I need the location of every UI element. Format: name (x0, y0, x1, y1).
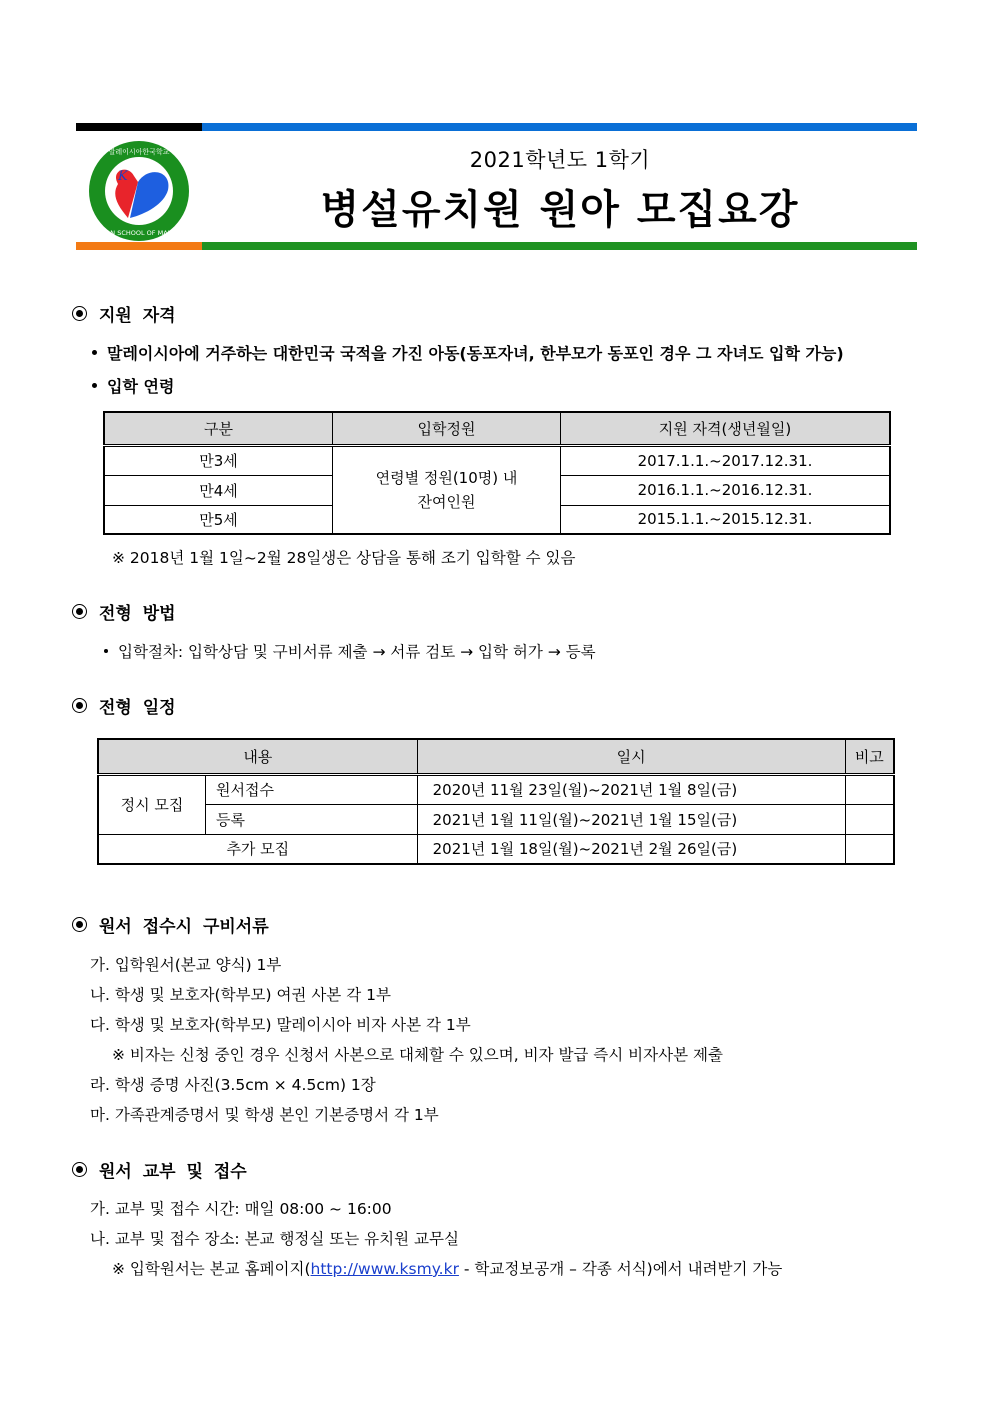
age-table (103, 411, 891, 535)
radio-bullet-icon (72, 917, 87, 932)
age-table-header: 구분 (104, 412, 333, 445)
schedule-note (845, 804, 894, 834)
schedule-date: 2020년 11월 23일(월)~2021년 1월 8일(금) (417, 774, 845, 804)
schedule-date: 2021년 1월 11일(월)~2021년 1월 15일(금) (417, 804, 845, 834)
bullet-dot-icon (92, 350, 97, 355)
schedule-table (97, 738, 895, 865)
schedule-table-header: 비고 (845, 739, 894, 774)
eligibility-bullet-age: 입학 연령 (92, 374, 174, 397)
header-bar-orange (76, 242, 202, 250)
bullet-dot-icon (104, 649, 108, 653)
age-category: 만4세 (104, 475, 333, 505)
document-item: 다. 학생 및 보호자(학부모) 말레이시아 비자 사본 각 1부 (90, 1016, 471, 1034)
svg-text:KOREAN SCHOOL OF MALAYSIA: KOREAN SCHOOL OF MALAYSIA (88, 229, 190, 237)
document-item: 나. 학생 및 보호자(학부모) 여권 사본 각 1부 (90, 986, 391, 1004)
homepage-link[interactable]: http://www.ksmy.kr (310, 1260, 459, 1278)
visa-note: ※ 비자는 신청 중인 경우 신청서 사본으로 대체할 수 있으며, 비자 발급 즉시 비자사본 제출 (112, 1046, 723, 1064)
radio-bullet-icon (72, 698, 87, 713)
age-category: 만3세 (104, 445, 333, 475)
schedule-table-header: 내용 (98, 739, 417, 774)
download-note: ※ 입학원서는 본교 홈페이지(http://www.ksmy.kr - 학교정보공개 – 각종 서식)에서 내려받기 가능 (112, 1260, 783, 1278)
document-item: 마. 가족관계증명서 및 학생 본인 기본증명서 각 1부 (90, 1106, 439, 1124)
additional-recruit-label: 추가 모집 (98, 834, 417, 864)
radio-bullet-icon (72, 1162, 87, 1177)
table-row (98, 774, 894, 804)
radio-bullet-icon (72, 604, 87, 619)
document-item: 라. 학생 증명 사진(3.5cm × 4.5cm) 1장 (90, 1076, 376, 1094)
distribution-item: 가. 교부 및 접수 시간: 매일 08:00 ~ 16:00 (90, 1200, 392, 1218)
header-bar-green (202, 242, 917, 250)
birth-range: 2016.1.1.~2016.12.31. (561, 475, 891, 505)
birth-range: 2017.1.1.~2017.12.31. (561, 445, 891, 475)
section-heading-documents: 원서 접수시 구비서류 (72, 912, 269, 937)
birth-range: 2015.1.1.~2015.12.31. (561, 505, 891, 534)
schedule-note (845, 774, 894, 804)
radio-bullet-icon (72, 306, 87, 321)
table-row (98, 834, 894, 864)
section-heading-schedule: 전형 일정 (72, 693, 176, 718)
age-table-header: 입학정원 (333, 412, 561, 445)
svg-text:K: K (118, 169, 128, 184)
distribution-item: 나. 교부 및 접수 장소: 본교 행정실 또는 유치원 교무실 (90, 1230, 459, 1248)
section-heading-method: 전형 방법 (72, 599, 176, 624)
table-row (104, 445, 890, 475)
header-bar-black (76, 123, 202, 131)
age-category: 만5세 (104, 505, 333, 534)
regular-recruit-label: 정시 모집 (98, 774, 206, 834)
early-admission-note: ※ 2018년 1월 1일~2월 28일생은 상담을 통해 조기 입학할 수 있음 (112, 549, 576, 567)
eligibility-bullet-nationality: 말레이시아에 거주하는 대한민국 국적을 가진 아동(동포자녀, 한부모가 동포인 경우 그 자녀도 입학 가능) (92, 341, 844, 364)
section-heading-distribution: 원서 교부 및 접수 (72, 1157, 247, 1182)
quota-cell: 연령별 정원(10명) 내 잔여인원 (333, 445, 561, 534)
schedule-sub-item: 원서접수 (206, 774, 418, 804)
document-subtitle: 2021학년도 1학기 (469, 148, 651, 172)
table-row (98, 804, 894, 834)
schedule-note (845, 834, 894, 864)
schedule-table-header: 일시 (417, 739, 845, 774)
age-table-header: 지원 자격(생년월일) (561, 412, 891, 445)
school-logo-icon (88, 140, 190, 242)
section-heading-eligibility: 지원 자격 (72, 301, 176, 326)
document-item: 가. 입학원서(본교 양식) 1부 (90, 956, 282, 974)
schedule-sub-item: 등록 (206, 804, 418, 834)
header-bar-blue (202, 123, 917, 131)
method-bullet-procedure: 입학절차: 입학상담 및 구비서류 제출 → 서류 검토 → 입학 허가 → 등록 (104, 640, 596, 662)
bullet-dot-icon (92, 383, 97, 388)
schedule-date: 2021년 1월 18일(월)~2021년 2월 26일(금) (417, 834, 845, 864)
document-title: 병설유치원 원아 모집요강 (320, 187, 800, 233)
svg-text:말레이시아한국학교: 말레이시아한국학교 (108, 148, 170, 156)
